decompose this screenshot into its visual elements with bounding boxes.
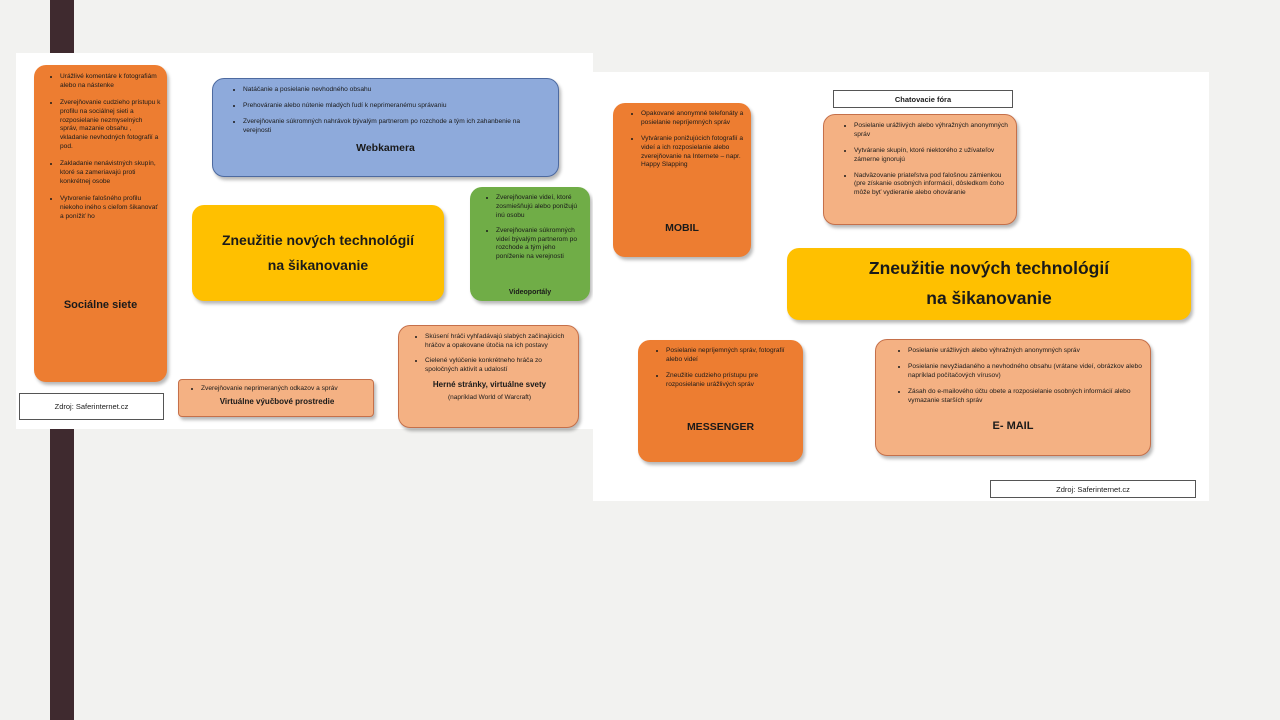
- games-subtitle: (napríklad World of Warcraft): [447, 393, 532, 401]
- list-item: • Prehováranie alebo nútenie mladých ľudí k neprimeranému správaniu: [243, 102, 548, 111]
- list-item: • Natáčanie a posielanie nevhodného obsahu: [243, 86, 548, 95]
- list-item: • Zverejňovanie cudzieho prístupu k profilu na sociálnej sieti a rozposielanie nezmyselných správ, mazanie obsahu , vkladanie nevhodných fotografií a pod.: [60, 99, 161, 152]
- list-item: • Skúsení hráči vyhľadávajú slabých začínajúcich hráčov a opakovane útočia na ich postavy: [425, 333, 572, 351]
- mobile-title: MOBIL: [665, 222, 699, 234]
- list-item: • Vytváranie ponižujúcich fotografií a videí a ich rozposielanie alebo zverejňovanie na Internete – napr. Happy Slapping: [641, 135, 745, 171]
- games-title: Herné stránky, virtuálne svety: [432, 379, 547, 389]
- list-item: • Posielanie urážlivých alebo výhražných anonymných správ: [908, 347, 1142, 356]
- list-item: • Opakované anonymné telefonáty a posielanie nepríjemných správ: [641, 110, 745, 128]
- video-portals-title: Videoportály: [508, 289, 552, 296]
- left-diagram-panel: [16, 53, 593, 429]
- webcam-box: [212, 78, 559, 177]
- chat-forums-box: [823, 114, 1017, 225]
- social-networks-title: Sociálne siete: [63, 299, 138, 311]
- learning-environment-title: Virtuálne výučbové prostredie: [219, 396, 335, 406]
- list-item: • Vytváranie skupín, ktoré niektorého z užívateľov zámerne ignorujú: [854, 147, 1010, 165]
- center-title-line2: na šikanovanie: [267, 257, 369, 273]
- mobile-box: [613, 103, 751, 257]
- list-item: • Zásah do e-mailového účtu obete a rozposielanie osobných informácií alebo vymazanie starších správ: [908, 388, 1142, 406]
- chat-forums-label: Chatovacie fóra: [833, 90, 1013, 108]
- list-item: • Zverejňovanie súkromných videí bývalým partnerom po rozchode a tým jeho poníženie na verejnosti: [496, 227, 584, 263]
- source-label: Zdroj: Saferinternet.cz: [990, 480, 1196, 498]
- list-item: • Urážlivé komentáre k fotografiám alebo na nástenke: [60, 73, 161, 91]
- list-item: • Zverejňovanie súkromných nahrávok bývalým partnerom po rozchode a tým ich zahanbenie na verejnosti: [243, 118, 548, 136]
- center-title-box: [787, 248, 1191, 320]
- list-item: • Zverejňovanie neprimeraných odkazov a správ: [201, 385, 367, 394]
- source-label: Zdroj: Saferinternet.cz: [19, 393, 164, 420]
- webcam-title: Webkamera: [356, 141, 415, 154]
- email-box: [875, 339, 1151, 456]
- right-diagram-panel: [593, 72, 1209, 501]
- social-networks-box: [34, 65, 167, 382]
- video-portals-box: [470, 187, 590, 301]
- center-title-line1: Zneužitie nových technológií: [868, 258, 1110, 279]
- messenger-box: [638, 340, 803, 462]
- list-item: • Vytvorenie falošného profilu niekoho iného s cieľom šikanovať a ponížiť ho: [60, 195, 161, 222]
- games-box: [398, 325, 579, 428]
- list-item: • Posielanie nevyžiadaného a nevhodného obsahu (vrátane videí, obrázkov alebo napríklad počítačových vírusov): [908, 363, 1142, 381]
- center-title-line1: Zneužitie nových technológií: [221, 231, 415, 248]
- list-item: • Posielanie urážlivých alebo výhražných anonymných správ: [854, 122, 1010, 140]
- learning-environment-box: [178, 379, 374, 417]
- list-item: • Zneužitie cudzieho prístupu pre rozposielanie urážlivých správ: [666, 372, 797, 390]
- center-title-box: [192, 205, 444, 301]
- email-title: E- MAIL: [992, 420, 1034, 432]
- list-item: • Zverejňovanie videí, ktoré zosmiešňujú alebo ponižujú inú osobu: [496, 194, 584, 221]
- list-item: • Cielené vylúčenie konkrétneho hráča zo spoločných aktivít a udalostí: [425, 357, 572, 375]
- center-title-line2: na šikanovanie: [926, 288, 1052, 308]
- list-item: • Nadväzovanie priateľstva pod falošnou zámienkou (pre získanie osobných informácií, dôsledkom čoho môže byť vydieranie alebo ohováranie: [854, 172, 1010, 199]
- list-item: • Zakladanie nenávistných skupín, ktoré sa zameriavajú proti konkrétnej osobe: [60, 160, 161, 187]
- list-item: • Posielanie nepríjemných správ, fotografií alebo videí: [666, 347, 797, 365]
- messenger-title: MESSENGER: [686, 421, 755, 433]
